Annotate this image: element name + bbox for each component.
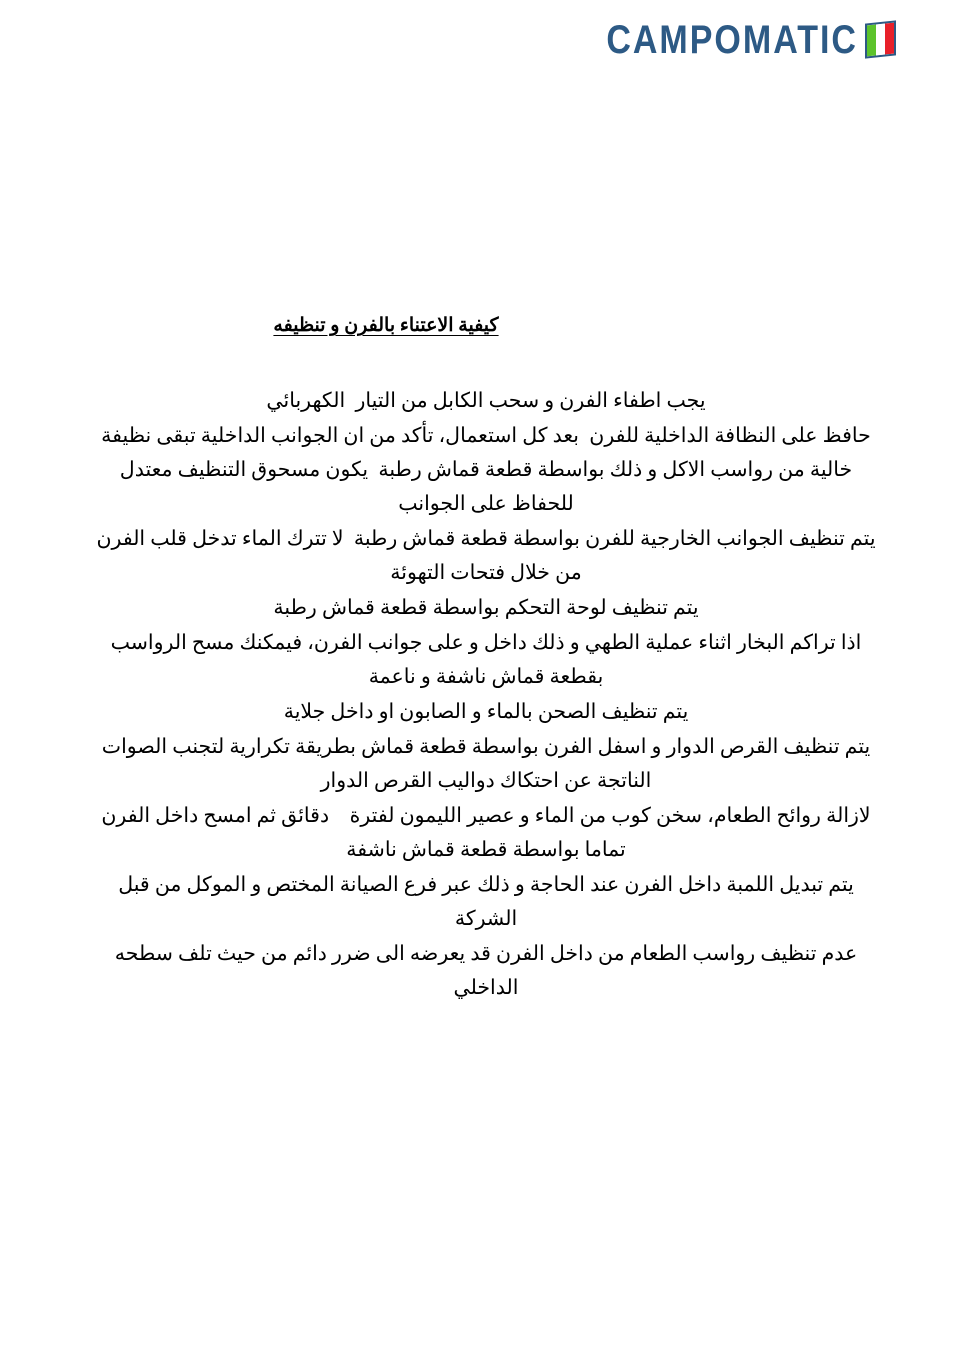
paragraph-9: يتم تبديل اللمبة داخل الفرن عند الحاجة و ذلك عبر فرع الصيانة المختص و الموكل من قبل الشركة (113, 873, 854, 930)
paragraph-1: يجب اطفاء الفرن و سحب الكابل من التيار الكهربائي (266, 389, 706, 412)
page-header (0, 0, 954, 92)
paragraph-7: يتم تنظيف القرص الدوار و اسفل الفرن بواسطة قطعة قماش بطريقة تكرارية لتجنب الصوات الناتجة عن احتكاك دواليب القرص الدوار (96, 735, 871, 792)
paragraph-4: يتم تنظيف لوحة التحكم بواسطة قطعة قماش رطبة (273, 596, 699, 619)
italian-flag-icon (865, 22, 896, 57)
paragraph-2: حافظ على النظافة الداخلية للفرن بعد كل استعمال، تأكد من ان الجوانب الداخلية تبقى نظيفة خالية من رواسب الاكل و ذلك بواسطة قطعة قماش رطبة يكون مسحوق التنظيف معتدل للحفاظ على الجوانب (96, 424, 871, 515)
paragraph-8: لازالة روائح الطعام، سخن كوب من الماء و عصير الليمون لفترة دقائق ثم امسح داخل الفرن تماما بواسطة قطعة قماش ناشفة (96, 804, 871, 861)
document-body (86, 312, 886, 1006)
campomatic-logo (606, 17, 896, 62)
paragraph-3: يتم تنظيف الجوانب الخارجية للفرن بواسطة قطعة قماش رطبة لا تترك الماء تدخل قلب الفرن من خلال فتحات التهوئة (91, 527, 876, 584)
paragraph-5: اذا تراكم البخار اثناء عملية الطهي و ذلك داخل و على جوانب الفرن، فيمكنك مسح الرواسب بقطعة قماش ناشفة و ناعمة (105, 631, 862, 688)
paragraph-6: يتم تنظيف الصحن بالماء و الصابون او داخل جلاية (283, 700, 689, 723)
page-title: كيفية الاعتناء بالفرن و تنظيفه (273, 315, 499, 336)
paragraph-10: عدم تنظيف رواسب الطعام من داخل الفرن قد يعرضه الى ضرر دائم من حيث تلف سطحه الداخلي (109, 942, 858, 999)
logo-wordmark: CAMPOMATIC (606, 17, 858, 62)
